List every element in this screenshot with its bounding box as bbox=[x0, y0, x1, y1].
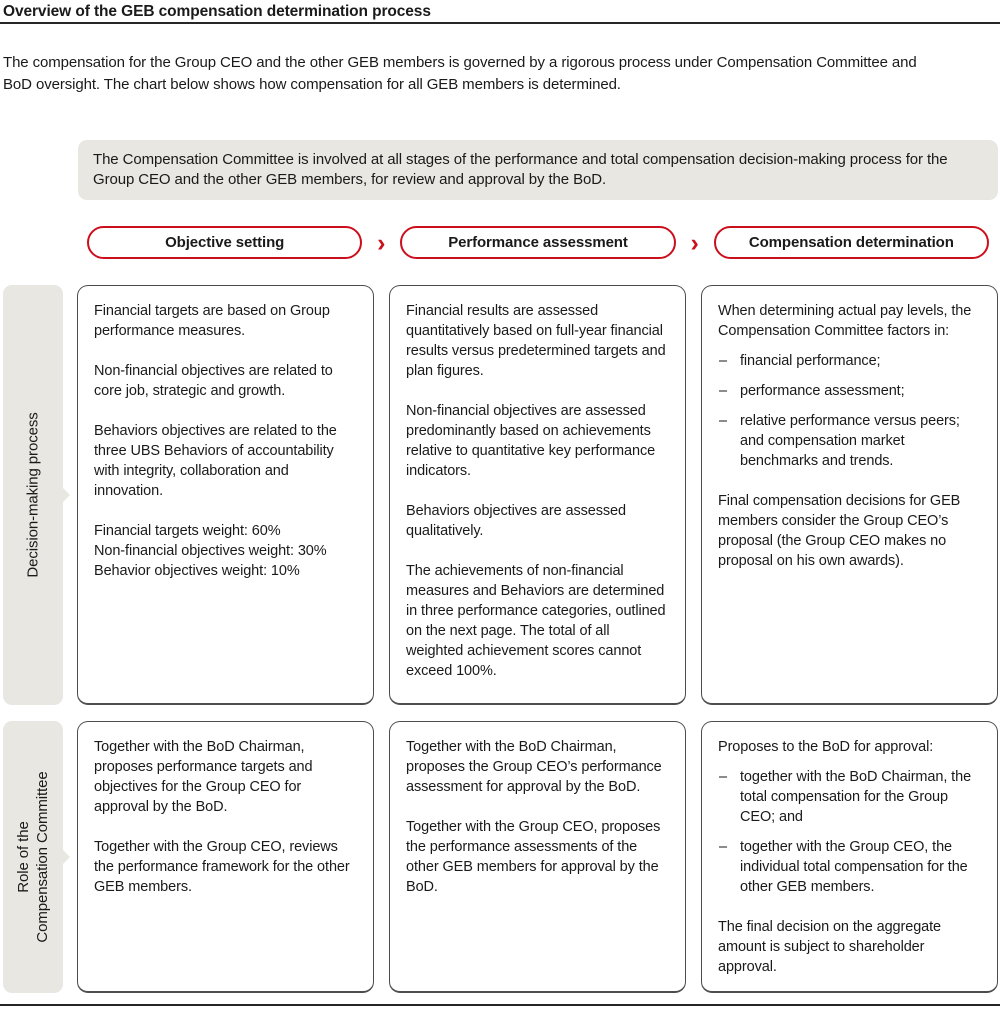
bullet-item bbox=[718, 381, 981, 401]
row-band-role-of-compensation-committee bbox=[3, 721, 63, 993]
bullet-item bbox=[718, 351, 981, 371]
weight-line: Non-financial objectives weight: 30% bbox=[94, 543, 327, 559]
dash-bullet-icon: – bbox=[719, 769, 727, 785]
paragraph: Behaviors objectives are related to the three UBS Behaviors of accountability with integrity, collaboration and innovation. bbox=[94, 423, 341, 499]
band-label: Role of the Compensation Committee bbox=[15, 771, 51, 943]
paragraph: The final decision on the aggregate amount is subject to shareholder approval. bbox=[718, 919, 945, 975]
stage-pills-row bbox=[87, 226, 989, 259]
paragraph: Final compensation decisions for GEB members consider the Group CEO’s proposal (the Group CEO makes no proposal on his own awards). bbox=[718, 493, 965, 569]
stage-pill-label: Objective setting bbox=[165, 234, 285, 251]
weight-line: Financial targets weight: 60% bbox=[94, 523, 281, 539]
dash-bullet-icon: – bbox=[719, 353, 727, 369]
box-role-compensation-determination bbox=[701, 721, 998, 993]
paragraph: Together with the BoD Chairman, proposes the Group CEO’s performance assessment for approval by the BoD. bbox=[406, 739, 666, 795]
band-label: Decision-making process bbox=[24, 412, 42, 578]
intro-paragraph: The compensation for the Group CEO and the other GEB members is governed by a rigorous process under Compensation Committee and BoD oversight. The chart below shows how compensation for all GEB members is determined. bbox=[3, 54, 917, 93]
paragraph: Non-financial objectives are related to core job, strategic and growth. bbox=[94, 363, 337, 399]
paragraph: Financial results are assessed quantitatively based on full-year financial results versus predetermined targets and plan figures. bbox=[406, 303, 670, 379]
dash-bullet-icon: – bbox=[719, 383, 727, 399]
bullet-text: together with the BoD Chairman, the total compensation for the Group CEO; and bbox=[740, 769, 972, 825]
band-arrow-icon bbox=[62, 849, 70, 865]
box-role-performance-assessment bbox=[389, 721, 686, 993]
box-role-objective-setting bbox=[77, 721, 374, 993]
bottom-rule bbox=[0, 1004, 1000, 1006]
paragraph: Together with the Group CEO, reviews the performance framework for the other GEB members. bbox=[94, 839, 354, 895]
stage-pill-objective-setting bbox=[87, 226, 362, 259]
bullet-list bbox=[718, 767, 981, 897]
committee-banner bbox=[78, 140, 998, 200]
paragraph: Together with the BoD Chairman, proposes performance targets and objectives for the Group CEO for approval by the BoD. bbox=[94, 739, 317, 815]
box-decision-objective-setting bbox=[77, 285, 374, 705]
bullet-item bbox=[718, 767, 981, 827]
dash-bullet-icon: – bbox=[719, 839, 727, 855]
band-arrow-icon bbox=[62, 487, 70, 503]
bullet-text: relative performance versus peers; and compensation market benchmarks and trends. bbox=[740, 413, 960, 469]
box-decision-compensation-determination bbox=[701, 285, 998, 705]
box-decision-performance-assessment bbox=[389, 285, 686, 705]
stage-pill-label: Compensation determination bbox=[748, 234, 954, 251]
paragraph: Financial targets are based on Group performance measures. bbox=[94, 303, 334, 339]
bullet-item bbox=[718, 837, 981, 897]
paragraph: When determining actual pay levels, the Compensation Committee factors in: bbox=[718, 303, 980, 339]
stage-pill-performance-assessment bbox=[400, 226, 675, 259]
bullet-list bbox=[718, 351, 981, 471]
stage-pill-label: Performance assessment bbox=[448, 234, 628, 251]
paragraph: Non-financial objectives are assessed predominantly based on achievements relative to quantitative key performance indicators. bbox=[406, 403, 660, 479]
committee-banner-text: The Compensation Committee is involved at all stages of the performance and total compensation decision-making process for the Group CEO and the other GEB members, for review and approval by the BoD. bbox=[93, 151, 948, 188]
weight-line: Behavior objectives weight: 10% bbox=[94, 563, 300, 579]
paragraph: Together with the Group CEO, proposes the performance assessments of the other GEB members for approval by the BoD. bbox=[406, 819, 665, 895]
bullet-item bbox=[718, 411, 981, 471]
row-decision-making-process bbox=[3, 285, 998, 705]
chevron-right-icon: › bbox=[690, 228, 699, 257]
bullet-text: together with the Group CEO, the individual total compensation for the other GEB members. bbox=[740, 839, 968, 895]
chevron-right-icon: › bbox=[377, 228, 386, 257]
paragraph: Behaviors objectives are assessed qualitatively. bbox=[406, 503, 630, 539]
weights-lines bbox=[94, 521, 357, 581]
bullet-text: financial performance; bbox=[740, 353, 881, 369]
row-role-of-compensation-committee bbox=[3, 721, 998, 993]
paragraph: The achievements of non-financial measures and Behaviors are determined in three performance categories, outlined on the next page. The total of all weighted achievement scores cannot exceed 100%. bbox=[406, 563, 670, 679]
title-rule bbox=[0, 22, 1000, 24]
stage-pill-compensation-determination bbox=[714, 226, 989, 259]
dash-bullet-icon: – bbox=[719, 413, 727, 429]
row-band-decision-making-process bbox=[3, 285, 63, 705]
bullet-text: performance assessment; bbox=[740, 383, 905, 399]
paragraph: Proposes to the BoD for approval: bbox=[718, 739, 934, 755]
page-title: Overview of the GEB compensation determination process bbox=[3, 3, 431, 20]
